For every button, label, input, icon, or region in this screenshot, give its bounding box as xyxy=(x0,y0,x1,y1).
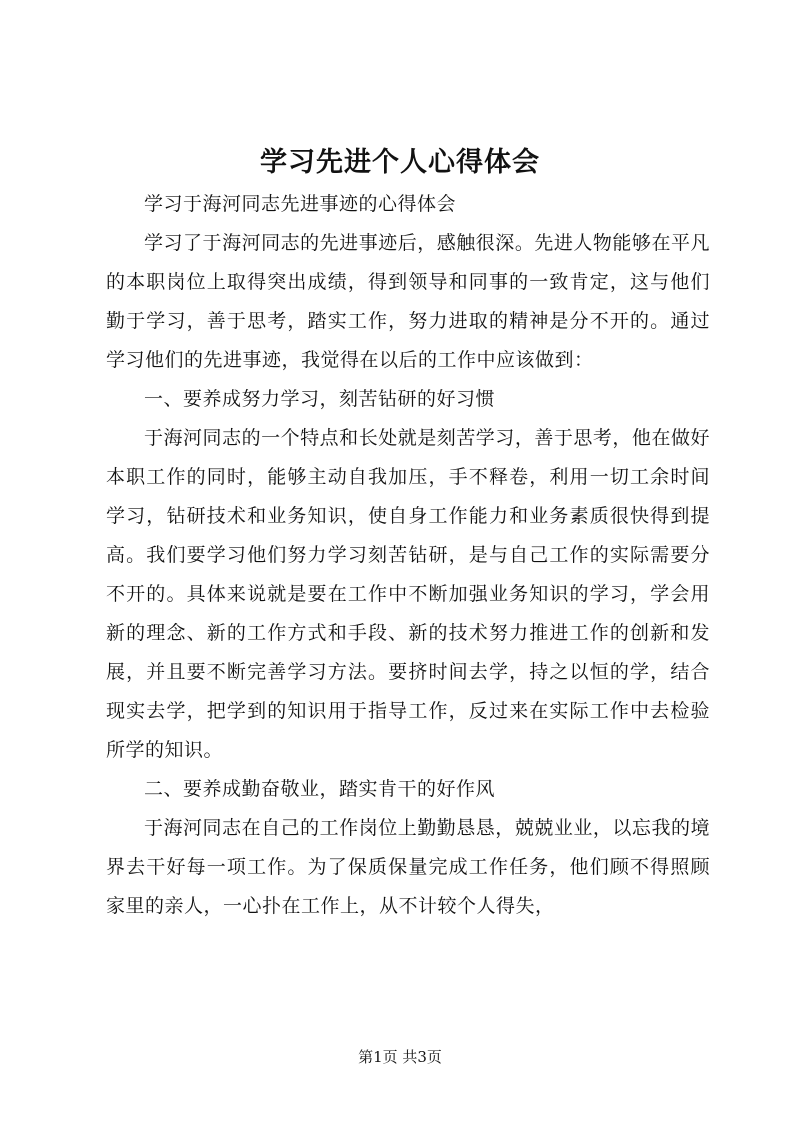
document-title: 学习先进个人心得体会 xyxy=(260,147,540,178)
page-number-footer: 第1页 共3页 xyxy=(358,1048,442,1066)
section-heading-2: 二、要养成勤奋敬业，踏实肯干的好作风 xyxy=(144,778,496,800)
section-heading-1: 一、要养成努力学习，刻苦钻研的好习惯 xyxy=(144,388,496,410)
section-paragraph-1: 于海河同志的一个特点和长处就是刻苦学习，善于思考，他在做好本职工作的同时，能够主动自我加压，手不释卷，利用一切工余时间学习，钻研技术和业务知识，使自身工作能力和业务素质很快得到提高。我们要学习他们努力学习刻苦钻研，是与自己工作的实际需要分不开的。具体来说就是要在工作中不断加强业务知识的学习，学会用新的理念、新的工作方式和手段、新的技术努力推进工作的创新和发展，并且要不断完善学习方法。要挤时间去学，持之以恒的学，结合现实去学，把学到的知识用于指导工作，反过来在实际工作中去检验所学的知识。 xyxy=(106,427,710,761)
intro-paragraph: 学习了于海河同志的先进事迹后，感触很深。先进人物能够在平凡的本职岗位上取得突出成绩，得到领导和同事的一致肯定，这与他们勤于学习，善于思考，踏实工作，努力进取的精神是分不开的。通过学习他们的先进事迹，我觉得在以后的工作中应该做到： xyxy=(106,232,710,371)
subtitle-paragraph: 学习于海河同志先进事迹的心得体会 xyxy=(144,193,457,215)
section-paragraph-2: 于海河同志在自己的工作岗位上勤勤恳恳，兢兢业业，以忘我的境界去干好每一项工作。为了保质保量完成工作任务，他们顾不得照顾家里的亲人，一心扑在工作上，从不计较个人得失， xyxy=(106,817,710,917)
document-body xyxy=(106,185,710,926)
